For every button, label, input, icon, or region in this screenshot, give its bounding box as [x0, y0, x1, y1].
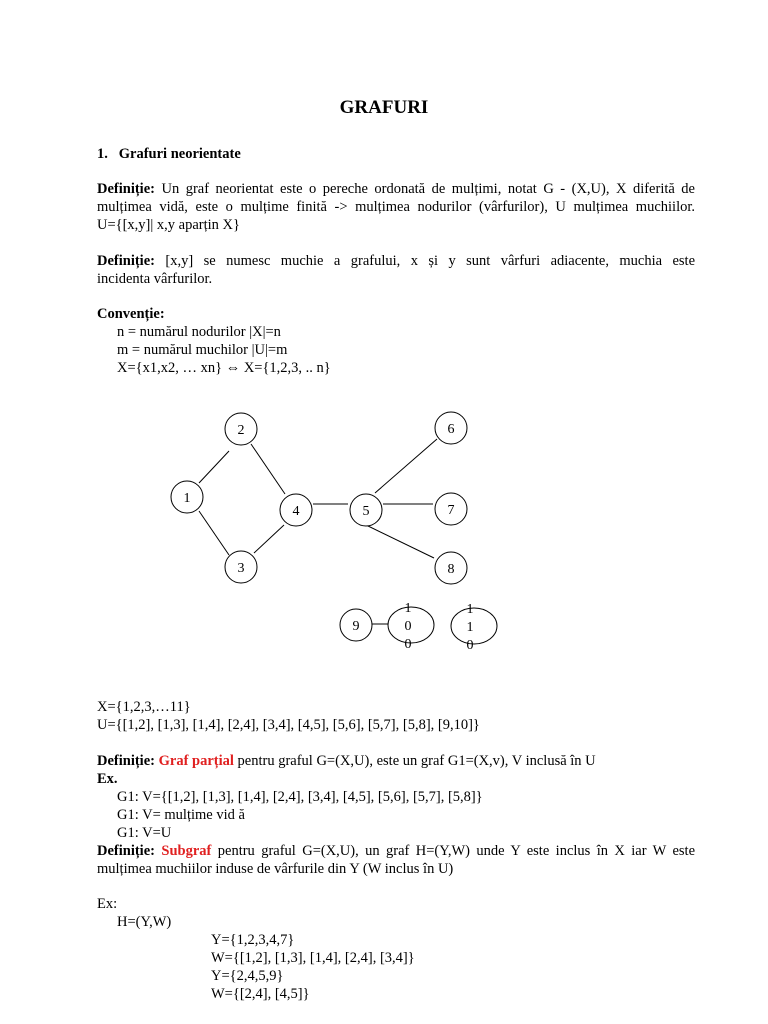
definition-3 — [97, 752, 596, 770]
section-number: 1. — [97, 146, 108, 162]
definition-text: pentru graful G=(X,U), un graf H=(Y,W) unde Y este inclus în X iar W este — [217, 843, 696, 859]
example-line: Y={2,4,5,9} — [211, 968, 284, 984]
example-line: G1: V=U — [117, 825, 172, 841]
definition-text: Un graf neorientat este o pereche ordonată de mulțimi, notat G - (X,U), X diferită de — [161, 181, 695, 197]
conventie-line: m = numărul muchilor |U|=m — [117, 342, 288, 358]
edge-2-4 — [251, 444, 285, 494]
definition-1-line-3: U={[x,y]| x,y aparțin X} — [97, 217, 240, 233]
node-label: 7 — [447, 503, 455, 518]
definition-2-line-2: incidenta vârfurilor. — [97, 271, 213, 287]
node-11-digit: 1 — [466, 620, 474, 635]
example-label: Ex: — [97, 896, 118, 912]
example-h: H=(Y,W) — [117, 914, 172, 930]
definition-label: Definiție: — [97, 843, 155, 859]
section-title: Grafuri neorientate — [118, 146, 241, 162]
example-line: G1: V={[1,2], [1,3], [1,4], [2,4], [3,4], [4,5], [5,6], [5,7], [5,8]} — [117, 789, 483, 805]
definition-text: [x,y] se numesc muchie a grafului, x și y sunt vârfuri adiacente, muchia este — [165, 253, 696, 269]
node-label: 3 — [237, 561, 245, 576]
example-line: W={[2,4], [4,5]} — [211, 986, 310, 1002]
edge-5-6 — [375, 439, 437, 493]
definition-label: Definiție: — [97, 753, 155, 769]
node-11-digit: 0 — [466, 638, 474, 653]
page-title: GRAFURI — [339, 97, 429, 118]
node-label: 1 — [183, 491, 191, 506]
example-line: W={[1,2], [1,3], [1,4], [2,4], [3,4]} — [211, 950, 415, 966]
definition-4-line-1 — [97, 842, 695, 860]
set-x: X={1,2,3,…11} — [97, 699, 191, 715]
node-label: 5 — [362, 504, 370, 519]
graph-node-11 — [451, 608, 497, 644]
definition-1-line-2: mulțimea vidă, este o mulțime finită -> mulțimea nodurilor (vârfurilor), U mulțimea muchiilor. — [97, 199, 695, 215]
node-label: 4 — [292, 504, 300, 519]
edge-3-4 — [254, 525, 284, 553]
conventie-line: X={x1,x2, … xn} ⇔ X={1,2,3, .. n} — [117, 360, 331, 376]
term-graf-partial: Graf parțial — [158, 753, 234, 769]
node-label: 8 — [447, 562, 455, 577]
term-subgraf: Subgraf — [161, 843, 212, 859]
definition-text: pentru graful G=(X,U), este un graf G1=(X,v), V inclusă în U — [237, 753, 596, 769]
edge-1-2 — [199, 451, 229, 483]
node-10-digit: 0 — [404, 619, 412, 634]
definition-label: Definiție: — [97, 253, 155, 269]
definition-label: Definiție: — [97, 181, 155, 197]
node-label: 6 — [447, 422, 455, 437]
node-label: 2 — [237, 423, 245, 438]
example-line: G1: V= mulțime vid ă — [117, 807, 245, 823]
node-10-digit: 1 — [404, 601, 412, 616]
node-11-digit: 1 — [466, 602, 474, 617]
set-u: U={[1,2], [1,3], [1,4], [2,4], [3,4], [4,5], [5,6], [5,7], [5,8], [9,10]} — [97, 717, 480, 733]
edge-1-3 — [199, 511, 229, 555]
conventie-line: n = numărul nodurilor |X|=n — [117, 324, 281, 340]
example-line: Y={1,2,3,4,7} — [211, 932, 295, 948]
node-10-digit: 0 — [404, 637, 412, 652]
node-label: 9 — [352, 619, 360, 634]
example-label: Ex. — [97, 771, 118, 787]
edge-5-8 — [366, 525, 434, 558]
definition-4-line-2: mulțimea muchiilor induse de vârfurile din Y (W inclus în U) — [97, 861, 454, 877]
conventie-label: Convenție: — [97, 306, 165, 322]
